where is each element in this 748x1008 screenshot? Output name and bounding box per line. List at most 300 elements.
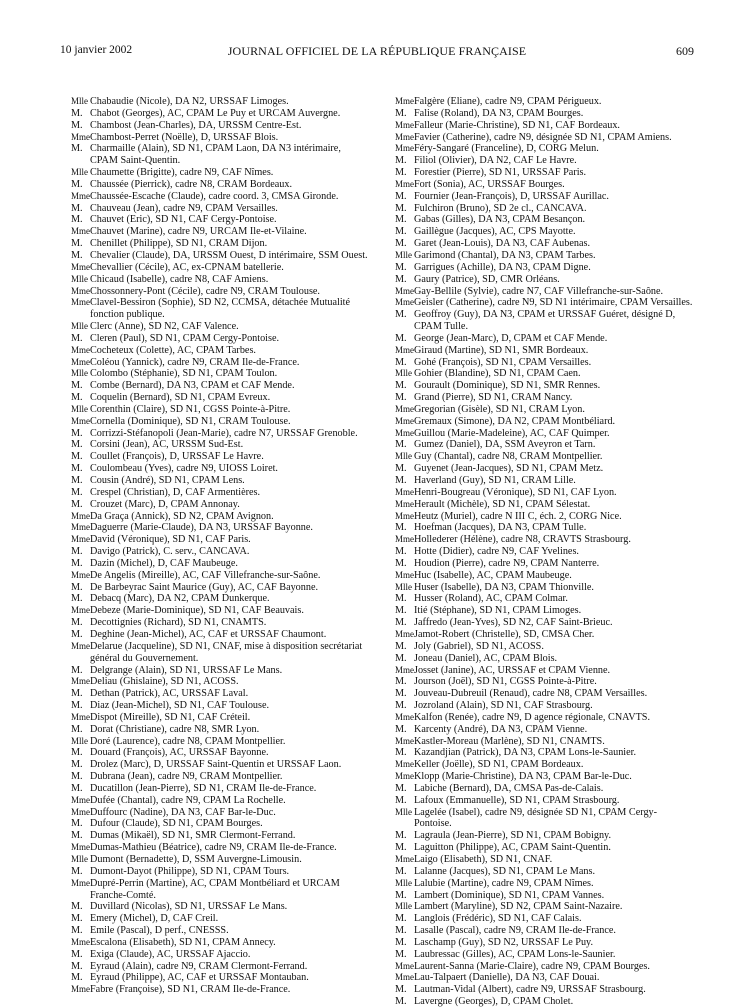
entry-text: Garimond (Chantal), DA N3, CPAM Tarbes. (414, 249, 596, 261)
appointment-entry (384, 866, 694, 878)
entry-text: Kastler-Moreau (Marlène), SD N1, CNAMTS. (414, 735, 605, 747)
appointment-entry (384, 795, 694, 807)
entry-title: Mlle (71, 368, 88, 379)
entry-text: Keller (Joëlle), SD N1, CPAM Bordeaux. (414, 759, 584, 771)
entry-title: Mme (71, 806, 90, 817)
entry-title: Mme (395, 119, 414, 130)
entry-title: M. (395, 107, 407, 119)
entry-text: Clerc (Anne), SD N2, CAF Valence. (90, 321, 239, 333)
entry-title: M. (71, 664, 83, 676)
appointment-entry (384, 949, 694, 961)
entry-title: M. (71, 332, 83, 344)
entry-text: Dupré-Perrin (Martine), AC, CPAM Montbéliard et URCAM Franche-Comté. (90, 877, 340, 901)
appointment-entry (60, 558, 370, 570)
entry-title: M. (71, 546, 83, 558)
entry-text: Huc (Isabelle), AC, CPAM Maubeuge. (414, 569, 572, 581)
entry-title: M. (395, 984, 407, 996)
entry-title: M. (395, 214, 407, 226)
entry-text: Coléou (Yannick), cadre N9, CRAM Ile-de-France. (90, 356, 300, 368)
entry-title: M. (71, 214, 83, 226)
entry-text: Jamot-Robert (Christelle), SD, CMSA Cher. (414, 628, 595, 640)
entry-title: Mlle (71, 854, 88, 864)
appointment-entry (60, 143, 370, 167)
entry-title: M. (71, 960, 83, 972)
entry-title: M. (71, 782, 83, 794)
appointment-entry (60, 546, 370, 558)
appointment-entry (60, 783, 370, 795)
entry-title: M. (71, 972, 83, 984)
entry-text: Grand (Pierre), SD N1, CRAM Nancy. (414, 392, 573, 404)
entry-title: M. (395, 202, 407, 214)
entry-title: Mme (395, 771, 414, 782)
entry-text: Eyraud (Philippe), AC, CAF et URSSAF Montauban. (90, 972, 309, 984)
entry-title: M. (395, 936, 407, 948)
entry-title: Mme (395, 285, 414, 296)
entry-title: Mme (395, 498, 414, 509)
appointment-entry (384, 274, 694, 286)
appointment-entry (384, 226, 694, 238)
appointment-entry (384, 451, 694, 463)
entry-title: M. (395, 522, 407, 534)
entry-title: M. (71, 178, 83, 190)
appointment-entry (60, 949, 370, 961)
entry-text: Itié (Stéphane), SD N1, CPAM Limoges. (414, 605, 582, 617)
entry-title: M. (71, 759, 83, 771)
entry-text: Cleren (Paul), SD N1, CPAM Cergy-Pontoise. (90, 332, 280, 344)
entry-title: M. (71, 700, 83, 712)
entry-title: M. (395, 332, 407, 344)
entry-title: Mme (71, 711, 90, 722)
entry-title: M. (71, 380, 83, 392)
entry-text: Féry-Sangaré (Franceline), D, CORG Melun. (414, 143, 599, 155)
appointment-entry (384, 854, 694, 866)
appointment-entry (384, 345, 694, 357)
appointment-entry (60, 214, 370, 226)
entry-text: Corsini (Jean), AC, URSSM Sud-Est. (90, 439, 244, 451)
appointment-entry (60, 842, 370, 854)
appointment-entry (60, 830, 370, 842)
appointment-entry (384, 771, 694, 783)
appointment-entry (60, 262, 370, 274)
appointment-entry (60, 380, 370, 392)
entry-title: Mme (71, 984, 90, 995)
entry-title: Mme (71, 676, 90, 687)
entry-text: Daguerre (Marie-Claude), DA N3, URSSAF Bayonne. (90, 522, 313, 534)
entry-title: Mme (395, 628, 414, 639)
entry-title: Mme (395, 297, 414, 308)
entry-title: Mme (71, 297, 90, 308)
entry-text: Chevallier (Cécile), AC, ex-CPNAM batellerie. (90, 261, 284, 273)
entry-title: M. (395, 996, 407, 1008)
entry-text: Chaussée-Escache (Claude), cadre coord. 3, CMSA Gironde. (90, 190, 339, 202)
entry-title: Mme (71, 415, 90, 426)
appointment-entry (384, 807, 694, 831)
entry-text: Gabas (Gilles), DA N3, CPAM Besançon. (414, 214, 586, 226)
appointment-entry (60, 617, 370, 629)
appointment-entry (384, 416, 694, 428)
entry-title: M. (395, 913, 407, 925)
entry-text: Dumont (Bernadette), D, SSM Auvergne-Limousin. (90, 854, 302, 865)
appointment-entry (384, 890, 694, 902)
entry-title: Mme (71, 936, 90, 947)
appointment-entry (384, 262, 694, 274)
entry-title: Mlle (71, 403, 88, 414)
entry-text: Coullet (François), D, URSSAF Le Havre. (90, 451, 264, 463)
appointment-entry (384, 878, 694, 890)
entry-text: Hollederer (Hélène), cadre N8, CRAVTS Strasbourg. (414, 534, 631, 546)
entry-title: M. (395, 794, 407, 806)
appointment-entry (60, 499, 370, 511)
entry-title: M. (395, 273, 407, 285)
appointment-entry (60, 688, 370, 700)
entry-text: Gourault (Dominique), SD N1, SMR Rennes. (414, 380, 601, 392)
entry-title: M. (395, 617, 407, 629)
appointment-entry (60, 286, 370, 298)
entry-title: M. (395, 380, 407, 392)
entry-text: Lagraula (Jean-Pierre), SD N1, CPAM Bobigny. (414, 830, 612, 842)
entry-title: Mlle (71, 96, 88, 106)
entry-text: Haverland (Guy), SD N1, CRAM Lille. (414, 475, 576, 486)
appointment-entry (60, 522, 370, 534)
appointment-entry (60, 736, 370, 748)
entry-text: Cornella (Dominique), SD N1, CRAM Toulouse. (90, 415, 291, 427)
appointment-entry (60, 357, 370, 369)
appointment-entry (384, 901, 694, 913)
entry-title: Mlle (395, 581, 412, 592)
entry-text: Coquelin (Bernard), SD N1, CPAM Evreux. (90, 392, 271, 404)
appointment-entry (384, 297, 694, 309)
entry-text: Chevalier (Claude), DA, URSSM Ouest, D intérimaire, SSM Ouest. (90, 249, 368, 261)
entry-text: Chenillet (Philippe), SD N1, CRAM Dijon. (90, 238, 268, 250)
appointment-entry (384, 724, 694, 736)
entry-text: Gregorian (Gisèle), SD N1, CRAM Lyon. (414, 403, 585, 415)
appointment-entry (60, 972, 370, 984)
entry-text: Doré (Laurence), cadre N8, CPAM Montpellier. (90, 735, 286, 747)
entry-title: M. (395, 261, 407, 273)
appointment-entry (60, 878, 370, 902)
appointment-entry (384, 179, 694, 191)
entry-text: Crouzet (Marc), D, CPAM Annonay. (90, 498, 240, 510)
entry-title: M. (395, 865, 407, 877)
entry-text: Combe (Bernard), DA N3, CPAM et CAF Mende. (90, 380, 295, 392)
appointment-entry (60, 866, 370, 878)
appointment-entry (60, 108, 370, 120)
entry-title: M. (395, 889, 407, 901)
appointment-entry (60, 807, 370, 819)
appointment-entry (384, 475, 694, 487)
appointment-entry (60, 120, 370, 132)
entry-text: Guy (Chantal), cadre N8, CRAM Montpellier. (414, 451, 603, 463)
entry-text: Labiche (Bernard), DA, CMSA Pas-de-Calais. (414, 782, 604, 794)
entry-title: M. (395, 226, 407, 238)
appointment-entry (60, 925, 370, 937)
entry-text: Giraud (Martine), SD N1, SMR Bordeaux. (414, 344, 589, 356)
entry-title: Mme (395, 534, 414, 545)
entry-title: Mme (395, 403, 414, 414)
entry-text: Cocheteux (Colette), AC, CPAM Tarbes. (90, 344, 256, 356)
entry-title: Mme (71, 261, 90, 272)
entry-title: M. (71, 723, 83, 735)
entry-title: Mme (71, 510, 90, 521)
appointment-entry (384, 439, 694, 451)
appointment-entry (60, 203, 370, 215)
entry-title: Mme (71, 344, 90, 355)
entry-title: M. (71, 830, 83, 842)
entry-text: Lasalle (Pascal), cadre N9, CRAM Ile-de-France. (414, 925, 616, 937)
entry-title: M. (71, 439, 83, 451)
entry-text: Herault (Michèle), SD N1, CPAM Sélestat. (414, 498, 591, 510)
entry-title: M. (395, 747, 407, 759)
appointment-entry (60, 676, 370, 688)
entry-text: Emile (Pascal), D perf., CNESSS. (90, 925, 229, 937)
appointment-entry (384, 984, 694, 996)
entry-text: Chaumette (Brigitte), cadre N9, CAF Nîmes. (90, 167, 274, 179)
appointment-entry (60, 345, 370, 357)
entry-title: Mme (71, 226, 90, 237)
appointment-entry (384, 570, 694, 582)
appointment-entry (384, 747, 694, 759)
entry-text: Gremaux (Simone), DA N2, CPAM Montbéliard. (414, 415, 616, 427)
appointment-entry (384, 250, 694, 262)
entry-text: Falise (Roland), DA N3, CPAM Bourges. (414, 107, 584, 119)
appointment-entry (384, 522, 694, 534)
entry-title: M. (71, 475, 83, 486)
entry-text: Coulombeau (Yves), cadre N9, UIOSS Loiret. (90, 463, 278, 475)
appointment-entry (384, 132, 694, 144)
appointment-entry (60, 913, 370, 925)
appointment-entry (384, 641, 694, 653)
entry-title: M. (71, 948, 83, 960)
appointment-entry (60, 226, 370, 238)
entry-title: Mlle (71, 273, 88, 284)
entry-text: Fournier (Jean-François), D, URSSAF Aurillac. (414, 190, 609, 202)
entry-title: M. (71, 747, 83, 759)
entry-title: Mlle (395, 368, 412, 379)
entry-title: M. (395, 155, 407, 167)
appointment-entry (384, 961, 694, 973)
entry-title: Mme (395, 569, 414, 580)
entry-text: Jozroland (Alain), SD N1, CAF Strasbourg. (414, 700, 593, 712)
entry-text: Laurent-Sanna (Marie-Claire), cadre N9, CPAM Bourges. (414, 960, 650, 972)
entry-title: M. (395, 475, 407, 486)
entry-title: M. (395, 723, 407, 735)
entry-text: Garet (Jean-Louis), DA N3, CAF Aubenas. (414, 238, 590, 250)
entry-text: Dumont-Dayot (Philippe), SD N1, CPAM Tours. (90, 865, 290, 877)
entry-text: Karcenty (André), DA N3, CPAM Vienne. (414, 723, 588, 735)
entry-text: Laubressac (Gilles), AC, CPAM Lons-le-Saunier. (414, 948, 616, 960)
appointment-entry (60, 179, 370, 191)
entry-title: M. (71, 202, 83, 214)
appointment-entry (60, 937, 370, 949)
entry-title: Mme (395, 143, 414, 154)
entry-text: Debacq (Marc), DA N2, CPAM Dunkerque. (90, 593, 270, 605)
entry-title: M. (71, 628, 83, 640)
entry-text: Chossonnery-Pont (Cécile), cadre N9, CRAM Toulouse. (90, 285, 320, 297)
appointment-entry (60, 854, 370, 866)
entry-text: Chicaud (Isabelle), cadre N8, CAF Amiens. (90, 273, 269, 285)
appointment-entry (384, 380, 694, 392)
entry-text: Dispot (Mireille), SD N1, CAF Créteil. (90, 711, 251, 723)
entry-text: Dumas (Mikaël), SD N1, SMR Clermont-Ferrand. (90, 830, 296, 842)
entry-text: George (Jean-Marc), D, CPAM et CAF Mende. (414, 332, 608, 344)
appointment-entry (60, 511, 370, 523)
appointment-entry (384, 996, 694, 1008)
appointment-entry (384, 155, 694, 167)
appointment-entry (384, 487, 694, 499)
journal-title: JOURNAL OFFICIEL DE LA RÉPUBLIQUE FRANÇAISE (227, 44, 527, 58)
appointment-entry (384, 676, 694, 688)
entry-text: Gumez (Daniel), DA, SSM Aveyron et Tarn. (414, 439, 596, 451)
entry-text: Dufour (Claude), SD N1, CPAM Bourges. (90, 818, 263, 830)
entry-title: Mme (71, 569, 90, 580)
entry-title: Mme (71, 131, 90, 142)
entry-text: Gaillègue (Jacques), AC, CPS Mayotte. (414, 226, 576, 238)
appointment-entry (60, 475, 370, 487)
appointment-entry (60, 961, 370, 973)
appointment-entry (384, 499, 694, 511)
entry-text: Joly (Gabriel), SD N1, ACOSS. (414, 640, 544, 652)
entry-text: Lalanne (Jacques), SD N1, CPAM Le Mans. (414, 865, 595, 877)
entry-title: M. (71, 238, 83, 250)
entry-text: Chauvet (Marine), cadre N9, URCAM Ile-et-Vilaine. (90, 226, 307, 238)
entry-text: Chabot (Georges), AC, CPAM Le Puy et URCAM Auvergne. (90, 107, 341, 119)
entry-text: Cousin (André), SD N1, CPAM Lens. (90, 475, 245, 486)
appointment-entry (384, 309, 694, 333)
entry-title: Mme (71, 842, 90, 853)
appointment-entry (60, 665, 370, 677)
entry-text: Husser (Roland), AC, CPAM Colmar. (414, 593, 568, 605)
appointment-entry (384, 404, 694, 416)
appointment-entry (60, 795, 370, 807)
entry-title: M. (395, 782, 407, 794)
entry-title: Mme (395, 96, 414, 106)
entry-text: Laschamp (Guy), SD N2, URSSAF Le Puy. (414, 936, 594, 948)
entry-text: Jaffredo (Jean-Yves), SD N2, CAF Saint-Brieuc. (414, 617, 613, 629)
appointment-entry (60, 487, 370, 499)
appointment-entry (60, 641, 370, 665)
entry-text: Dubrana (Jean), cadre N9, CRAM Montpellier. (90, 771, 283, 783)
entry-text: David (Véronique), SD N1, CAF Paris. (90, 534, 251, 546)
entry-text: Fabre (Françoise), SD N1, CRAM Ile-de-France. (90, 984, 291, 996)
appointment-entry (384, 333, 694, 345)
entry-text: Deghine (Jean-Michel), AC, CAF et URSSAF Chaumont. (90, 628, 327, 640)
entry-title: M. (71, 498, 83, 510)
appointment-entry (384, 428, 694, 440)
appointment-entry (384, 629, 694, 641)
entry-text: Chaussée (Pierrick), cadre N8, CRAM Bordeaux. (90, 178, 292, 190)
appointment-entry (384, 238, 694, 250)
entry-text: De Barbeyrac Saint Maurice (Guy), AC, CAF Bayonne. (90, 581, 319, 593)
entry-text: Debeze (Marie-Dominique), SD N1, CAF Beauvais. (90, 605, 304, 617)
entry-title: M. (71, 593, 83, 605)
entry-title: M. (71, 925, 83, 937)
entry-title: Mlle (395, 806, 412, 817)
entry-text: Drolez (Marc), D, URSSAF Saint-Quentin et URSSAF Laon. (90, 759, 342, 771)
entry-text: Hoefman (Jacques), DA N3, CPAM Tulle. (414, 522, 587, 534)
entry-text: Favier (Catherine), cadre N9, désignée SD N1, CPAM Amiens. (414, 131, 672, 143)
appointment-entry (60, 463, 370, 475)
appointment-entry (384, 167, 694, 179)
appointment-entry (384, 558, 694, 570)
entry-title: M. (71, 865, 83, 877)
appointment-entry (384, 357, 694, 369)
appointment-entry (60, 368, 370, 380)
entry-text: Dufée (Chantal), cadre N9, CPAM La Rochelle. (90, 794, 286, 806)
entry-text: Lagelée (Isabel), cadre N9, désignée SD N1, CPAM Cergy-Pontoise. (414, 806, 658, 830)
entry-text: Falleur (Marie-Christine), SD N1, CAF Bordeaux. (414, 119, 620, 131)
entry-text: Laguitton (Philippe), AC, CPAM Saint-Quentin. (414, 842, 611, 854)
appointment-entry (60, 238, 370, 250)
entry-title: Mme (395, 427, 414, 438)
entry-title: Mme (71, 522, 90, 533)
appointment-entry (384, 108, 694, 120)
header-date: 10 janvier 2002 (60, 44, 133, 56)
entry-text: Duffourc (Nadine), DA N3, CAF Bar-le-Duc. (90, 806, 276, 818)
entry-title: M. (395, 652, 407, 664)
entry-title: Mme (71, 534, 90, 545)
entry-title: Mme (395, 711, 414, 722)
entry-title: M. (395, 640, 407, 652)
appointment-entry (384, 842, 694, 854)
appointment-entry (384, 937, 694, 949)
appointment-entry (384, 392, 694, 404)
entry-title: Mme (395, 415, 414, 426)
entry-title: M. (71, 143, 83, 155)
entry-text: Dorat (Christiane), cadre N8, SMR Lyon. (90, 723, 260, 735)
entry-text: Dumas-Mathieu (Béatrice), cadre N9, CRAM Ile-de-France. (90, 842, 337, 854)
entry-text: Houdion (Pierre), cadre N9, CPAM Nanterre. (414, 557, 600, 569)
entry-text: Filiol (Olivier), DA N2, CAF Le Havre. (414, 155, 577, 167)
entry-title: Mme (395, 735, 414, 746)
entry-text: Chambost (Jean-Charles), DA, URSSM Centre-Est. (90, 119, 302, 131)
appointment-entry (60, 901, 370, 913)
appointment-entry (384, 463, 694, 475)
entry-text: Dethan (Patrick), AC, URSSAF Laval. (90, 688, 249, 700)
entry-text: Henri-Bougreau (Véronique), SD N1, CAF Lyon. (414, 486, 617, 498)
appointment-entry (384, 759, 694, 771)
entry-text: Garrigues (Achille), DA N3, CPAM Digne. (414, 261, 591, 273)
entry-text: Jourson (Joël), SD N1, CGSS Pointe-à-Pitre. (414, 676, 597, 688)
appointment-entry (60, 274, 370, 286)
appointment-entry (384, 546, 694, 558)
appointment-entry (60, 605, 370, 617)
entry-text: Chauveau (Jean), cadre N9, CPAM Versailles. (90, 202, 278, 214)
appointment-entry (384, 783, 694, 795)
appointment-entry (384, 582, 694, 594)
appointment-entry (384, 665, 694, 677)
entry-text: Delgrange (Alain), SD N1, URSSAF Le Mans. (90, 664, 283, 676)
appointment-entry (60, 700, 370, 712)
appointment-entry (60, 629, 370, 641)
entry-text: Lau-Talpaert (Danielle), DA N3, CAF Douai. (414, 972, 600, 984)
entry-title: Mme (395, 972, 414, 983)
left-column (60, 96, 370, 996)
entry-title: Mme (395, 486, 414, 497)
entry-title: Mlle (395, 451, 412, 462)
entry-text: Lautman-Vidal (Albert), cadre N9, URSSAF Strasbourg. (414, 984, 646, 996)
entry-title: Mme (71, 285, 90, 296)
appointment-entry (384, 688, 694, 700)
entry-title: M. (71, 913, 83, 925)
entry-text: Davigo (Patrick), C. serv., CANCAVA. (90, 546, 250, 558)
appointment-entry (60, 570, 370, 582)
entry-text: Gay-Bellile (Sylvie), cadre N7, CAF Villefranche-sur-Saône. (414, 285, 664, 297)
entry-title: M. (71, 617, 83, 629)
entry-title: M. (395, 463, 407, 475)
entry-title: M. (395, 167, 407, 179)
entry-title: M. (71, 249, 83, 261)
appointment-entry (60, 439, 370, 451)
